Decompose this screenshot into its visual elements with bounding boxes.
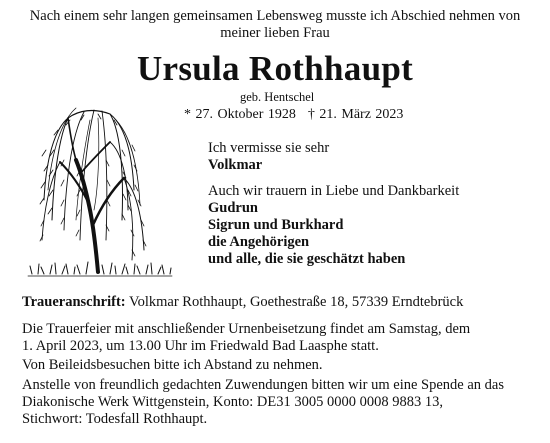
death-date: † 21. März 2023 (307, 107, 404, 122)
donation-info (22, 377, 532, 428)
donation-line-2: Diakonische Werk Wittgenstein, Konto: DE31 3005 0000 0008 9883 13, (22, 394, 443, 410)
ceremony-line-2: 1. April 2023, um 13.00 Uhr im Friedwald Bad Laasphe statt. (22, 338, 379, 354)
ceremony-info (22, 321, 532, 355)
born-name: geb. Hentschel (240, 90, 315, 104)
life-dates (184, 106, 403, 123)
mourner-name: die Angehörigen (208, 234, 310, 250)
mourners-line: Auch wir trauern in Liebe und Dankbarkeit (208, 183, 460, 199)
weeping-willow-icon (24, 90, 174, 280)
mourning-address (22, 294, 532, 311)
mourner-name: und alle, die sie geschätzt haben (208, 251, 406, 267)
visits-note: Von Beileidsbesuchen bitte ich Abstand zu nehmen. (22, 357, 323, 373)
intro-line-1: Nach einem sehr langen gemeinsamen Lebensweg musste ich Abschied nehmen von (29, 8, 521, 24)
mourner-name: Gudrun (208, 200, 258, 216)
birth-date: * 27. Oktober 1928 (184, 107, 296, 122)
donation-line-3: Stichwort: Todesfall Rothhaupt. (22, 411, 208, 427)
intro-line-2: meiner lieben Frau (220, 25, 330, 41)
ceremony-line-1: Die Trauerfeier mit anschließender Urnenbeisetzung findet am Samstag, dem (22, 321, 471, 337)
mourner-name: Sigrun und Burkhard (208, 217, 344, 233)
deceased-name: Ursula Rothhaupt (136, 49, 414, 88)
donation-line-1: Anstelle von freundlich gedachten Zuwendungen bitten wir um eine Spende an das (22, 377, 504, 393)
mourners-block (208, 183, 459, 268)
primary-mourner-line: Ich vermisse sie sehr (208, 140, 330, 156)
address-text: Volkmar Rothhaupt, Goethestraße 18, 57339 Erndtebrück (129, 294, 464, 310)
address-label: Traueranschrift: (22, 294, 126, 310)
primary-mourner-block (208, 140, 329, 174)
primary-mourner-name: Volkmar (208, 157, 263, 173)
intro-text (12, 8, 538, 42)
